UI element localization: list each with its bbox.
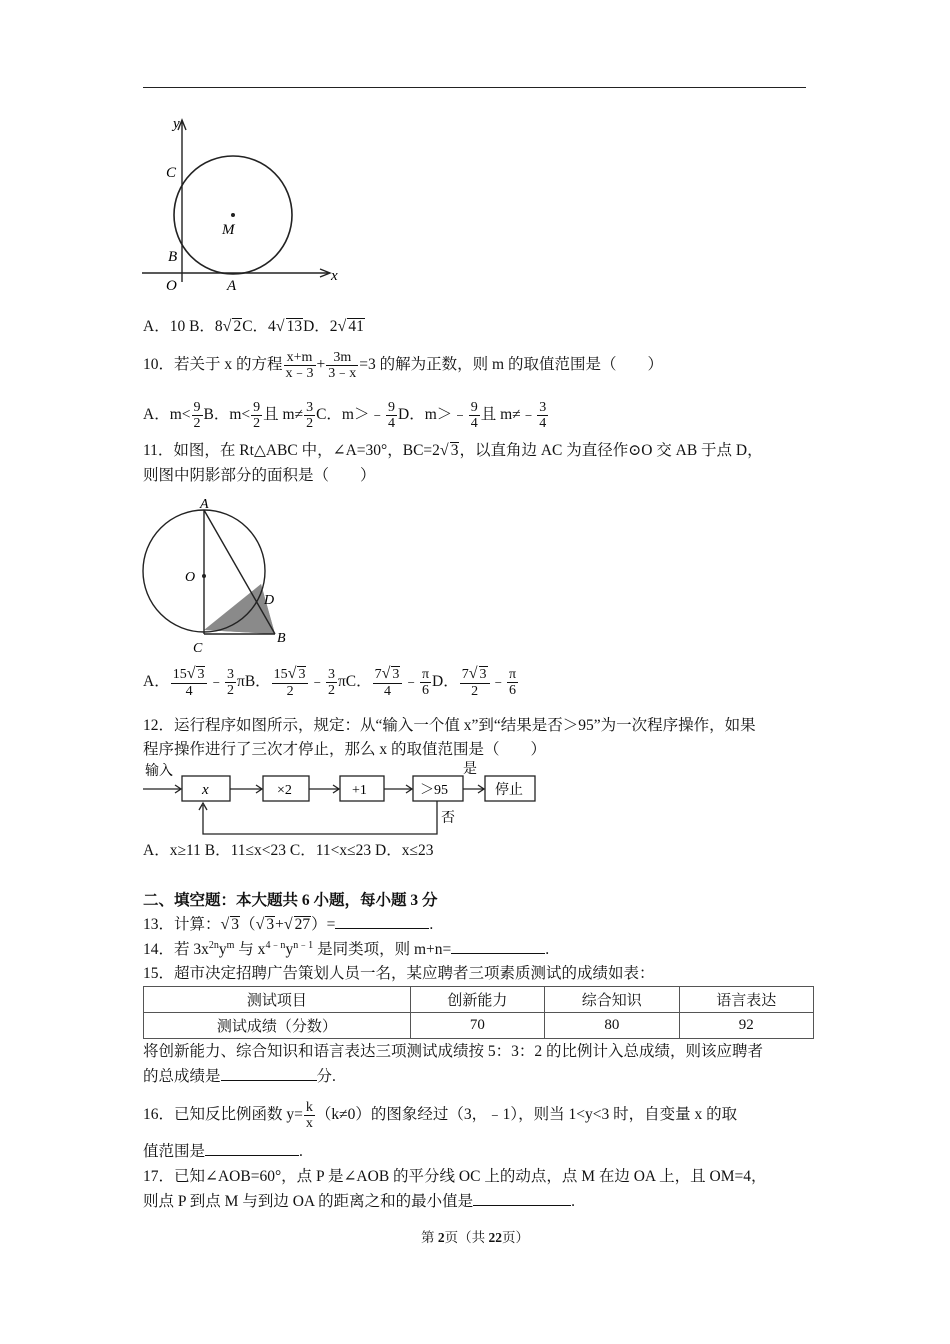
q12-options: A．x≥11 B．11≤x<23 C．11<x≤23 D．x≤23 (143, 842, 434, 859)
flow-plus1-box: +1 (352, 783, 367, 798)
point-c-label: C (193, 641, 203, 656)
flow-gt95-box: ＞95 (420, 783, 448, 798)
table-cell: 测试成绩（分数） (144, 1013, 411, 1039)
q11-question-line1: 11．如图，在 Rt△ABC 中，∠A=30°，BC=2√ 3，以直角边 AC 为直径作⊙O 交 AB 于点 D， (143, 442, 763, 459)
table-header-row (144, 987, 814, 1013)
q16-line2: 值范围是 . (143, 1143, 303, 1160)
table-cell: 92 (679, 1013, 813, 1039)
q17-line2: 则点 P 到点 M 与到边 OA 的距离之和的最小值是 . (143, 1193, 575, 1210)
table-header-cell: 综合知识 (545, 987, 679, 1013)
figure-circle-axes (140, 110, 350, 300)
table-header-cell: 测试项目 (144, 987, 411, 1013)
q16-line1: 16．已知反比例函数 y= $\frac{k}{x}$ （k≠0）的图象经过（3，﹣1），则当 1<y<3 时，自变量 x 的取 (143, 1100, 738, 1131)
q17-line1: 17．已知∠AOB=60°，点 P 是∠AOB 的平分线 OC 上的动点，点 M 在边 OA 上，且 OM=4， (143, 1168, 767, 1185)
figure-flowchart (143, 760, 538, 838)
flow-times2-box: ×2 (277, 783, 292, 798)
q14: 14．若 $3x^{2n}y^m$ 与 $x^{4﹣n}y^{n﹣1}$ 是同类项，则 m+n= . (143, 939, 550, 958)
q15-line2: 将创新能力、综合知识和语言表达三项测试成绩按 5：3：2 的比例计入总成绩，则该应聘者 (143, 1043, 764, 1060)
page-footer: 第 2页（共 22页） (421, 1230, 529, 1245)
q10-question: 10．若关于 x 的方程 $\frac{x+m}{x﹣3}$ + $\frac{3m}{3﹣x}$ =3 的解为正数，则 m 的取值范围是（ ） (143, 350, 663, 381)
q16-answer-blank[interactable] (205, 1141, 299, 1156)
x-axis-label: x (331, 268, 338, 284)
q13-answer-blank[interactable] (335, 914, 429, 929)
point-a-label: A (227, 278, 237, 294)
q15-intro: 15．超市决定招聘广告策划人员一名，某应聘者三项素质测试的成绩如表： (143, 965, 655, 982)
point-a-label: A (200, 497, 209, 512)
q14-answer-blank[interactable] (451, 939, 545, 954)
table-row (144, 1013, 814, 1039)
y-axis-label: y (173, 116, 180, 132)
figure-triangle-circle (138, 496, 298, 658)
section2-heading: 二、填空题：本大题共 6 小题，每小题 3 分 (143, 892, 438, 909)
score-table (143, 986, 814, 1039)
flow-input-label: 输入 (145, 764, 173, 779)
flow-no-label: 否 (441, 811, 455, 826)
flow-x-box: x (202, 782, 209, 798)
q12-question-line1: 12．运行程序如图所示，规定：从“输入一个值 x”到“结果是否＞95”为一次程序操作，如果 (143, 717, 756, 734)
flow-stop-box: 停止 (495, 783, 523, 798)
q9-options: A．10 B．8√ 2C．4√ 13D．2√ 41 (143, 318, 364, 335)
q12-question-line2: 程序操作进行了三次才停止，那么 x 的取值范围是（ ） (143, 741, 547, 758)
table-header-cell: 语言表达 (679, 987, 813, 1013)
q17-answer-blank[interactable] (473, 1191, 571, 1206)
point-o-label: O (166, 278, 177, 294)
flow-yes-label: 是 (463, 762, 477, 777)
point-b-label: B (168, 249, 178, 265)
point-m-label: M (222, 222, 235, 238)
header-rule (143, 87, 806, 88)
q11-question-line2: 则图中阴影部分的面积是（ ） (143, 467, 376, 484)
table-cell: 80 (545, 1013, 679, 1039)
point-b-label: B (277, 631, 286, 646)
table-header-cell: 创新能力 (410, 987, 544, 1013)
q15-answer-blank[interactable] (221, 1066, 317, 1081)
point-d-label: D (264, 593, 275, 608)
q15-line3: 的总成绩是 分. (143, 1068, 336, 1085)
point-o-label: O (185, 570, 196, 585)
q11-options: A． $\frac{15√ 3}{4}$ ﹣ $\frac{3}{2}$ πB． $\frac{15√ 3}{2}$ ﹣ $\frac{3}{2}$ πC． $\frac{7√ 3}{4}$ ﹣ $\frac{\pi}{6}$ D． $\frac{7√ 3}{2}$ ﹣ $\frac{\pi}{6}$ (143, 665, 517, 699)
q10-options: A．m< $\frac{9}{2}$ B．m< $\frac{9}{2}$ 且 m≠ $\frac{3}{2}$ C．m＞﹣ $\frac{9}{4}$ D．m＞﹣ $\frac{9}{4}$ 且 m≠﹣ $\frac{3}{4}$ (143, 400, 547, 431)
table-cell: 70 (410, 1013, 544, 1039)
point-c-label: C (166, 165, 177, 181)
q13: 13．计算：√ 3（√ 3+√ 27）= . (143, 916, 434, 933)
